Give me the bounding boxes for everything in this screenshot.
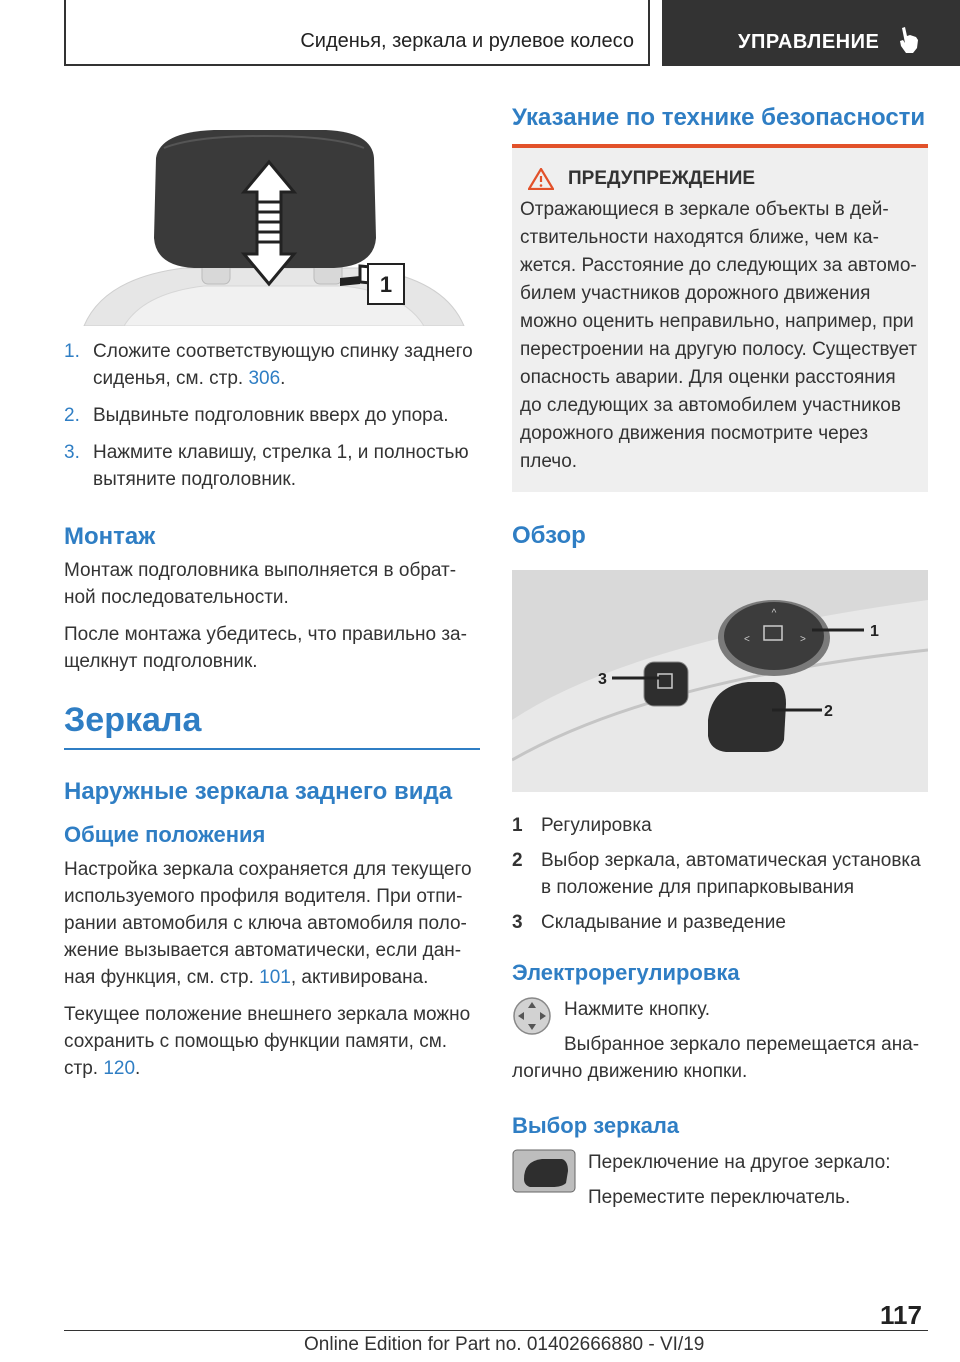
legend-number: 3 xyxy=(512,912,523,933)
list-item xyxy=(64,338,480,392)
svg-text:>: > xyxy=(800,634,806,645)
svg-text:<: < xyxy=(744,634,750,645)
mirror-select-heading: Выбор зеркала xyxy=(512,1113,680,1138)
steps-list xyxy=(64,338,480,493)
warning-title: ПРЕДУПРЕЖДЕНИЕ xyxy=(568,168,756,189)
section-title: Сиденья, зеркала и рулевое колесо xyxy=(300,30,634,52)
mirror-adjust-button-icon xyxy=(512,996,552,1036)
general-paragraph-2 xyxy=(64,1001,480,1082)
step-text: Нажмите клавишу, стрелка 1, и полностью вытяните подголовник. xyxy=(93,442,469,490)
general-text: Настройка зеркала сохраняется для текущего используемого профиля водителя. При отпи-рании автомобиля с ключа автомобиля поло-жение вызывается автоматически, если дан-ная функция, см. стр. xyxy=(64,859,472,988)
page-link-120[interactable]: 120 xyxy=(103,1058,136,1079)
list-item xyxy=(512,812,928,839)
list-item xyxy=(64,439,480,493)
select-block xyxy=(512,1149,928,1211)
header-frame xyxy=(64,0,650,66)
montage-paragraph-1: Монтаж подголовника выполняется в обрат-ной последовательности. xyxy=(64,560,457,608)
select-paragraph-1: Переключение на другое зеркало: xyxy=(588,1152,891,1173)
step-number: 1. xyxy=(64,341,80,362)
footer-divider xyxy=(64,1330,928,1331)
legend-text: Выбор зеркала, автоматическая установка в положение для припарковывания xyxy=(541,850,921,898)
chapter-tab[interactable] xyxy=(662,0,960,66)
edition-note: Online Edition for Part no. 01402666880 - VI/19 xyxy=(304,1334,705,1355)
left-column xyxy=(64,128,480,1082)
electric-paragraph-2: Выбранное зеркало перемещается ана-логично движению кнопки. xyxy=(512,1034,920,1082)
page-number: 117 xyxy=(880,1300,922,1330)
safety-heading: Указание по технике безопасности xyxy=(512,104,926,131)
step-text-end: . xyxy=(280,368,286,389)
legend-number: 1 xyxy=(512,815,523,836)
warning-box xyxy=(512,148,928,492)
figure-callout-1: 1 xyxy=(870,623,879,640)
mirrors-divider xyxy=(64,748,480,750)
headrest-figure xyxy=(64,128,480,326)
legend-text: Складывание и разведение xyxy=(541,912,786,933)
warning-title-row xyxy=(528,168,920,190)
electric-block xyxy=(512,996,928,1085)
outside-mirrors-heading: Наружные зеркала заднего вида xyxy=(64,778,453,805)
general-text: Текущее положение внешнего зеркала можно сохранить с помощью функции памяти, см. стр. xyxy=(64,1004,471,1079)
page-link-101[interactable]: 101 xyxy=(259,967,291,988)
general-paragraph-1 xyxy=(64,856,480,991)
mirrors-heading: Зеркала xyxy=(64,701,202,739)
figure-callout-1: 1 xyxy=(379,272,393,297)
list-item xyxy=(64,402,480,429)
legend-text: Регулировка xyxy=(541,815,652,836)
general-text-end: , активирована. xyxy=(290,967,429,988)
step-text: Выдвиньте подголовник вверх до упора. xyxy=(93,405,449,426)
list-item xyxy=(512,909,928,936)
montage-heading: Монтаж xyxy=(64,523,156,550)
list-item xyxy=(512,847,928,901)
legend-number: 2 xyxy=(512,850,523,871)
step-number: 3. xyxy=(64,442,80,463)
select-paragraph-2: Переместите переключатель. xyxy=(588,1187,851,1208)
electric-paragraph-1: Нажмите кнопку. xyxy=(564,999,711,1020)
overview-legend xyxy=(512,812,928,936)
general-heading: Общие положения xyxy=(64,822,266,847)
general-text-end: . xyxy=(135,1058,141,1079)
warning-text: Отражающиеся в зеркале объекты в дей-ствительности находятся ближе, чем ка-жется. Расстояние до следующих за автомо-билем участников дорожного движения можно оценить неправильно, например, при перестроении на другую полосу. Существует опасность аварии. Для оценки расстояния до следующих за автомобилем участников дорожного движения посмотрите через плечо. xyxy=(520,199,918,472)
electric-adjustment-heading: Электрорегулировка xyxy=(512,960,740,985)
page-link-306[interactable]: 306 xyxy=(248,368,281,389)
step-text: Сложите соответствующую спинку заднего сиденья, см. стр. xyxy=(93,341,473,389)
right-column xyxy=(512,104,928,1211)
figure-callout-3: 3 xyxy=(598,671,607,688)
mirror-select-switch-icon xyxy=(512,1149,576,1193)
pointing-hand-icon xyxy=(898,26,920,54)
svg-text:^: ^ xyxy=(771,608,777,619)
figure-callout-2: 2 xyxy=(824,703,833,720)
overview-heading: Обзор xyxy=(512,522,586,549)
mirror-controls-figure xyxy=(512,570,928,792)
montage-paragraph-2: После монтажа убедитесь, что правильно за-щелкнут подголовник. xyxy=(64,624,467,672)
step-number: 2. xyxy=(64,405,80,426)
warning-triangle-icon xyxy=(528,168,554,190)
chapter-tab-label: УПРАВЛЕНИЕ xyxy=(738,31,880,53)
